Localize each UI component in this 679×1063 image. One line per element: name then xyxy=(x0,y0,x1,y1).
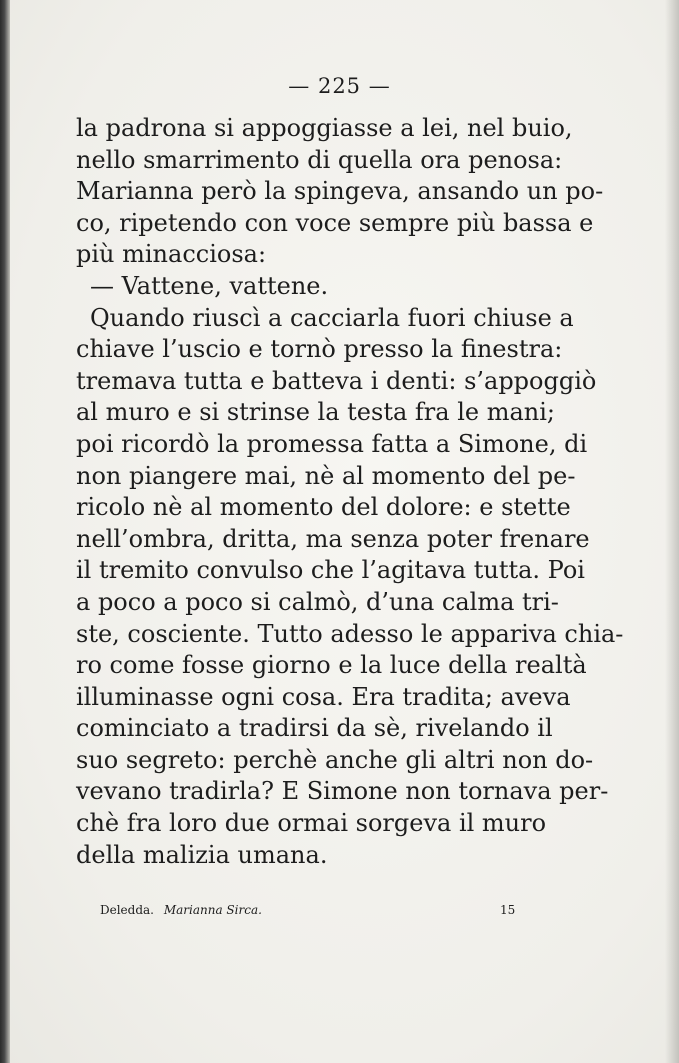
text-line: ste, cosciente. Tutto adesso le appariva chia- xyxy=(76,619,624,648)
text-line: illuminasse ogni cosa. Era tradita; aveva xyxy=(76,682,571,711)
text-line: a poco a poco si calmò, d’una calma tri- xyxy=(76,587,559,616)
text-line: non piangere mai, nè al momento del pe- xyxy=(76,461,576,490)
signature-mark: 15 xyxy=(500,903,516,917)
page-edge-shadow xyxy=(665,0,679,1063)
text-line: il tremito convulso che l’agitava tutta. Poi xyxy=(76,556,585,585)
text-line: vevano tradirla? E Simone non tornava per- xyxy=(76,777,609,806)
text-line: nello smarrimento di quella ora penosa: xyxy=(76,145,563,174)
text-line: cominciato a tradirsi da sè, rivelando il xyxy=(76,714,553,743)
text-line: la padrona si appoggiasse a lei, nel buio, xyxy=(76,114,573,142)
binding-edge xyxy=(0,0,10,1063)
text-line: poi ricordò la promessa fatta a Simone, di xyxy=(76,429,588,458)
text-line: ro come fosse giorno e la luce della realtà xyxy=(76,651,587,680)
text-line: più minacciosa: xyxy=(76,240,267,269)
page-number: — 225 — xyxy=(288,74,391,98)
footer-citation xyxy=(100,903,520,917)
text-line: chè fra loro due ormai sorgeva il muro xyxy=(76,809,547,838)
footer-author: Deledda. xyxy=(100,903,154,917)
text-line: della malizia umana. xyxy=(76,840,328,869)
text-line: chiave l’uscio e tornò presso la finestra: xyxy=(76,335,563,364)
text-line: Marianna però la spingeva, ansando un po- xyxy=(76,177,604,206)
text-line: tremava tutta e batteva i denti: s’appoggiò xyxy=(76,366,597,395)
text-line: — Vattene, vattene. xyxy=(90,271,329,300)
text-line: co, ripetendo con voce sempre più bassa e xyxy=(76,208,594,237)
text-line: Quando riuscì a cacciarla fuori chiuse a xyxy=(90,303,574,332)
text-line: al muro e si strinse la testa fra le mani; xyxy=(76,398,555,427)
text-line: suo segreto: perchè anche gli altri non do- xyxy=(76,745,594,774)
footer-book-title: Marianna Sirca. xyxy=(163,903,262,917)
text-line: ricolo nè al momento del dolore: e stette xyxy=(76,493,571,522)
body-text xyxy=(76,113,624,871)
text-line: nell’ombra, dritta, ma senza poter frenare xyxy=(76,524,590,553)
